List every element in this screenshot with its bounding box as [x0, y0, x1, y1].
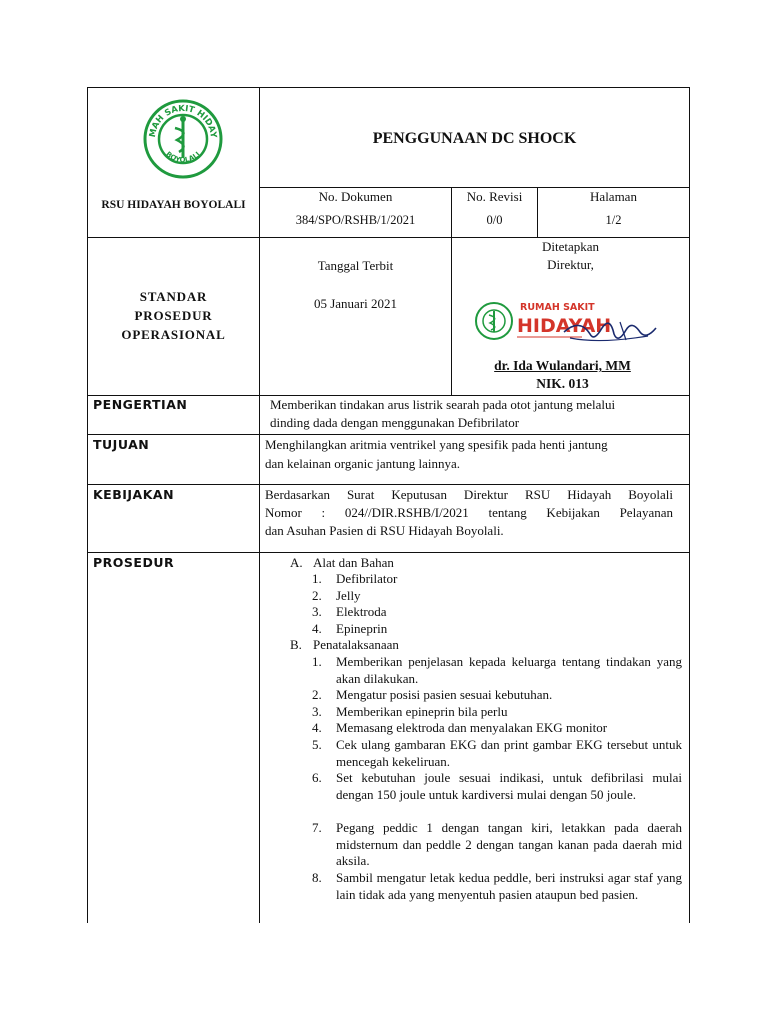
halaman-value: 1/2 [605, 213, 622, 227]
list-item: Pegang peddic 1 dengan tangan kiri, letakkan pada daerah midsternum dan peddle 2 dengan tangan kanan pada daerah mid aksila. [336, 820, 682, 868]
kebijakan-label: KEBIJAKAN [93, 487, 175, 502]
list-item: Set kebutuhan joule sesuai indikasi, untuk defibrilasi mulai dengan 150 joule untuk kardiversi mulai dengan 50 joule. [336, 770, 682, 802]
list-item-number: 1. [312, 571, 322, 586]
document-title: PENGGUNAAN DC SHOCK [372, 130, 577, 147]
no-dokumen-label: No. Dokumen [318, 189, 393, 204]
ditetapkan-label: Ditetapkan [541, 239, 600, 254]
prosedur-label: PROSEDUR [93, 555, 175, 570]
no-revisi-label: No. Revisi [466, 189, 523, 204]
list-item-number: 4. [312, 720, 322, 735]
logo-text-top: MAH SAKIT HIDAY [147, 103, 219, 139]
list-item-number: 3. [312, 703, 322, 719]
tujuan-label: TUJUAN [93, 437, 150, 452]
list-item-number: 1. [312, 654, 322, 669]
hospital-logo [142, 98, 224, 180]
tanggal-terbit-value: 05 Januari 2021 [313, 296, 398, 311]
list-item: Memberikan penjelasan kepada keluarga tentang tindakan yang akan dilakukan. [336, 654, 682, 686]
kebijakan-line3: dan Asuhan Pasien di RSU Hidayah Boyolali. [265, 523, 504, 538]
tujuan-line1: Menghilangkan aritmia ventrikel yang spesifik pada henti jantung [265, 437, 608, 452]
list-item-number: 3. [312, 604, 322, 619]
hospital-name: RSU HIDAYAH BOYOLALI [101, 199, 246, 211]
tanggal-terbit-label: Tanggal Terbit [317, 258, 394, 273]
list-item: Epineprin [336, 620, 388, 636]
list-item: Defibrilator [336, 571, 398, 586]
director-nik: NIK. 013 [536, 376, 589, 391]
stamp-text-top: RUMAH SAKIT [520, 302, 595, 313]
director-name: dr. Ida Wulandari, MM [494, 358, 631, 373]
section-b-title: Penatalaksanaan [313, 637, 399, 652]
no-revisi-value: 0/0 [486, 213, 503, 227]
direktur-label: Direktur, [547, 257, 594, 272]
list-item-number: 6. [312, 770, 322, 785]
list-item-number: 2. [312, 687, 322, 702]
list-item: Sambil mengatur letak kedua peddle, beri instruksi agar staf yang lain tidak ada yang menyentuh pasien ataupun bed pasien. [336, 870, 682, 902]
pengertian-line1: Memberikan tindakan arus listrik searah pada otot jantung melalui [270, 397, 616, 412]
stamp-text-main: HIDAYAH [517, 315, 612, 337]
list-item: Memasang elektroda dan menyalakan EKG monitor [336, 720, 608, 735]
sop-title-line3: OPERASIONAL [121, 327, 226, 342]
sop-title-line2: PROSEDUR [134, 308, 213, 323]
director-signature [560, 310, 660, 350]
list-item-number: 8. [312, 870, 322, 885]
tujuan-line2: dan kelainan organic jantung lainnya. [265, 456, 461, 471]
sop-title-line1: STANDAR [139, 289, 208, 304]
list-item: Jelly [336, 587, 361, 603]
kebijakan-line1: Berdasarkan Surat Keputusan Direktur RSU Hidayah Boyolali [265, 487, 673, 502]
kebijakan-line2: Nomor : 024//DIR.RSHB/I/2021 tentang Kebijakan Pelayanan [265, 505, 673, 520]
section-a-marker: A. [290, 555, 303, 570]
list-item-number: 7. [312, 820, 322, 835]
list-item: Mengatur posisi pasien sesuai kebutuhan. [336, 687, 553, 702]
list-item: Memberikan epineprin bila perlu [336, 703, 508, 719]
no-dokumen-value: 384/SPO/RSHB/1/2021 [295, 213, 416, 227]
section-b-marker: B. [290, 637, 302, 652]
halaman-label: Halaman [590, 189, 637, 204]
section-a-title: Alat dan Bahan [313, 555, 394, 570]
list-item-number: 4. [312, 620, 322, 636]
list-item: Elektroda [336, 604, 387, 619]
logo-text-bottom: BOYOLALI [164, 150, 202, 165]
list-item-number: 2. [312, 587, 322, 603]
pengertian-line2: dinding dada dengan menggunakan Defibrilator [270, 415, 520, 430]
list-item: Cek ulang gambaran EKG dan print gambar EKG tersebut untuk mencegah kekeliruan. [336, 737, 682, 769]
pengertian-label: PENGERTIAN [93, 397, 188, 412]
list-item-number: 5. [312, 737, 322, 752]
